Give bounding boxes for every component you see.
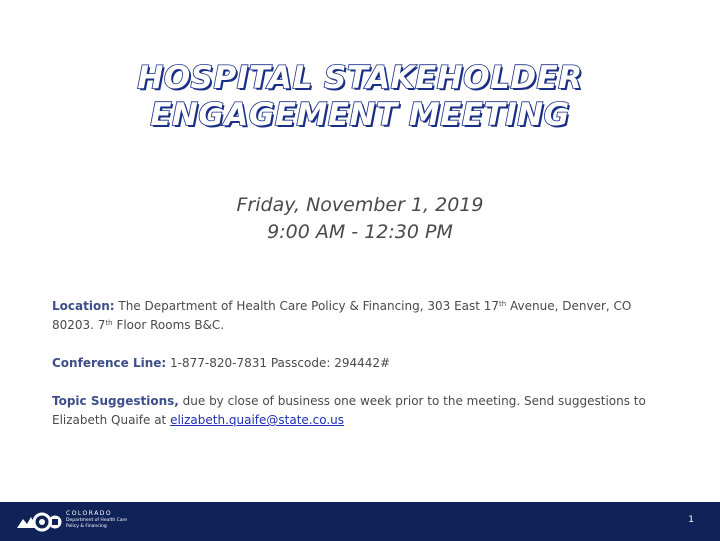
conference-text: 1-877-820-7831 Passcode: 294442# xyxy=(166,356,391,370)
title-line-2: ENGAGEMENT MEETING xyxy=(150,97,570,133)
org-line-1: COLORADO xyxy=(66,510,113,517)
title-line-1: HOSPITAL STAKEHOLDER xyxy=(137,60,583,96)
colorado-logo-icon xyxy=(16,511,62,533)
location-text-1: The Department of Health Care Policy & Financing, 303 East 17 xyxy=(118,299,500,313)
location-text-3: Floor Rooms B&C. xyxy=(112,318,225,332)
meeting-datetime xyxy=(0,192,720,246)
org-name xyxy=(66,510,127,530)
meeting-time: 9:00 AM - 12:30 PM xyxy=(267,221,453,243)
location-sup-2: th xyxy=(105,319,113,327)
org-line-2: Department of Health Care xyxy=(66,518,128,523)
email-link[interactable]: elizabeth.quaife@state.co.us xyxy=(170,413,345,427)
slide-title xyxy=(0,60,720,134)
page-number: 1 xyxy=(688,515,694,525)
meeting-details xyxy=(52,297,672,449)
location-paragraph xyxy=(52,297,672,335)
location-text-2: Avenue, Denver, CO 80203. 7 xyxy=(52,299,632,332)
conference-paragraph xyxy=(52,354,672,373)
location-label: Location: xyxy=(52,299,115,313)
footer-bar xyxy=(0,502,720,541)
meeting-date: Friday, November 1, 2019 xyxy=(236,194,484,216)
org-line-3: Policy & Financing xyxy=(66,524,107,529)
topics-paragraph xyxy=(52,392,672,430)
location-sup-1: th xyxy=(499,300,507,308)
topics-label: Topic Suggestions, xyxy=(52,394,179,408)
topics-text: due by close of business one week prior to the meeting. Send suggestions to Elizabeth Quaife at xyxy=(52,394,646,427)
conference-label: Conference Line: xyxy=(52,356,167,370)
